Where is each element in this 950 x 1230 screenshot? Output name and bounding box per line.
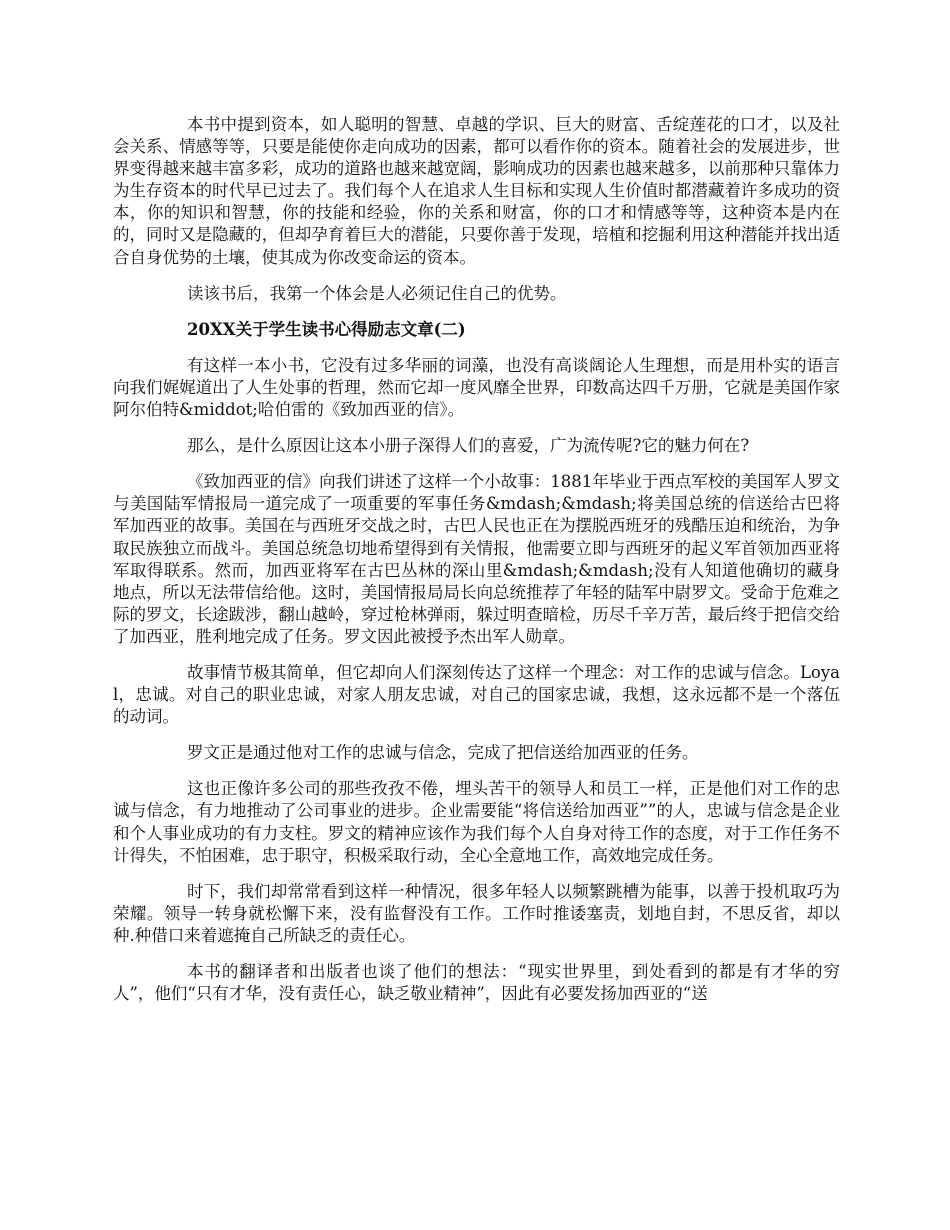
paragraph: 那么，是什么原因让这本小册子深得人们的喜爱，广为流传呢?它的魅力何在?: [187, 436, 750, 456]
paragraph: 这也正像许多公司的那些孜孜不倦，埋头苦干的领导人和员工一样，正是他们对工作的忠诚与信念，有力地推动了公司事业的进步。企业需要能“将信送给加西亚””的人，忠诚与信念是企业和个人事业成功的有力支柱。罗文的精神应该作为我们每个人自身对待工作的态度，对于工作任务不计得失，不怕困难，忠于职守，积极采取行动，全心全意地工作，高效地完成任务。: [113, 779, 840, 865]
paragraph: 本书中提到资本，如人聪明的智慧、卓越的学识、巨大的财富、舌绽莲花的口才，以及社会关系、情感等等，只要是能使你走向成功的因素，都可以看作你的资本。随着社会的发展进步，世界变得越来越丰富多彩，成功的道路也越来越宽阔，影响成功的因素也越来越多，以前那种只靠体力为生存资本的时代早已过去了。我们每个人在追求人生目标和实现人生价值时都潜藏着许多成功的资本，你的知识和智慧，你的技能和经验，你的关系和财富，你的口才和情感等等，这种资本是内在的，同时又是隐藏的，但却孕育着巨大的潜能，只要你善于发现，培植和挖掘利用这种潜能并找出适合自身优势的土壤，使其成为你改变命运的资本。: [113, 115, 840, 267]
paragraph: 罗文正是通过他对工作的忠诚与信念，完成了把信送给加西亚的任务。: [187, 743, 699, 763]
paragraph: 有这样一本小书，它没有过多华丽的词藻，也没有高谈阔论人生理想，而是用朴实的语言向我们娓娓道出了人生处事的哲理，然而它却一度风靡全世界，印数高达四千万册，它就是美国作家阿尔伯特&middot;哈伯雷的《致加西亚的信》。: [113, 355, 840, 420]
paragraph: 读该书后，我第一个体会是人必须记住自己的优势。: [187, 283, 567, 303]
paragraph: 《致加西亚的信》向我们讲述了这样一个小故事：1881年毕业于西点军校的美国军人罗文与美国陆军情报局一道完成了一项重要的军事任务&mdash;&mdash;将美国总统的信送给古巴将军加西亚的故事。美国在与西班牙交战之时，古巴人民也正在为摆脱西班牙的残酷压迫和统治，为争取民族独立而战斗。美国总统急切地希望得到有关情报，他需要立即与西班牙的起义军首领加西亚将军取得联系。然而，加西亚将军在古巴丛林的深山里&mdash;&mdash;没有人知道他确切的藏身地点，所以无法带信给他。这时，美国情报局局长向总统推荐了年轻的陆军中尉罗文。受命于危难之际的罗文，长途跋涉，翻山越岭，穿过枪林弹雨，躲过明查暗检，历尽千辛万苦，最后终于把信交给了加西亚，胜利地完成了任务。罗文因此被授予杰出军人勋章。: [113, 472, 840, 646]
document-body: [113, 114, 840, 1019]
paragraph: 时下，我们却常常看到这样一种情况，很多年轻人以频繁跳槽为能事，以善于投机取巧为荣耀。领导一转身就松懈下来，没有监督没有工作。工作时推诿塞责，划地自封，不思反省，却以种.种借口来着遮掩自己所缺乏的责任心。: [113, 881, 840, 945]
section-heading: 20XX关于学生读书心得励志文章(二): [187, 319, 466, 339]
paragraph: 故事情节极其简单，但它却向人们深刻传达了这样一个理念：对工作的忠诚与信念。Loyal，忠诚。对自己的职业忠诚，对家人朋友忠诚，对自己的国家忠诚，我想，这永远都不是一个落伍的动词。: [113, 662, 840, 727]
paragraph: 本书的翻译者和出版者也谈了他们的想法：“现实世界里，到处看到的都是有才华的穷人”，他们“只有才华，没有责任心，缺乏敬业精神”，因此有必要发扬加西亚的“送: [113, 962, 840, 1004]
